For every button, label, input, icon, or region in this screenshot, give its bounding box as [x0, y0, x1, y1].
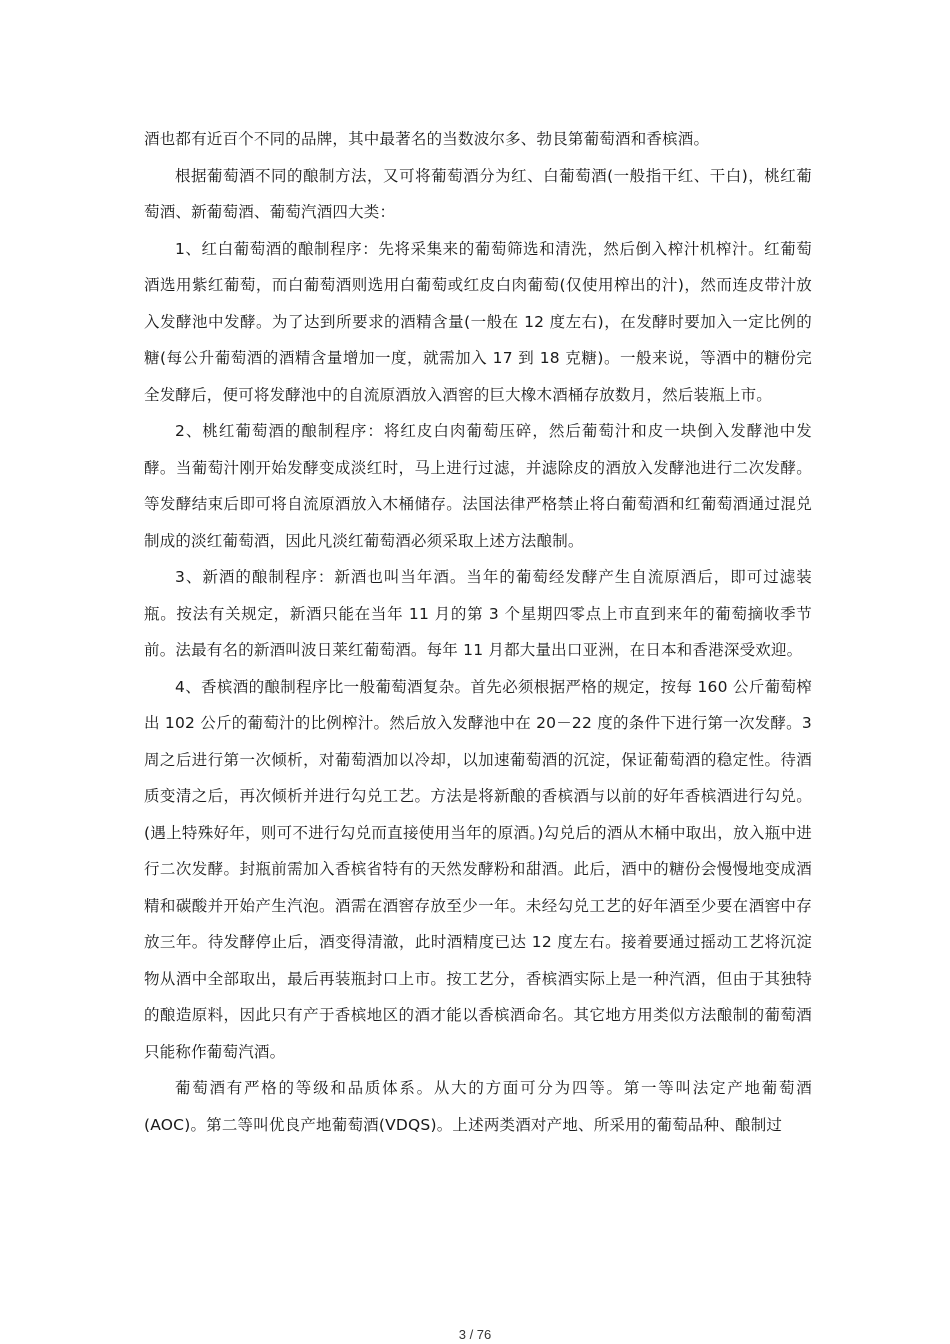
paragraph-red-white-wine: 1、红白葡萄酒的酿制程序：先将采集来的葡萄筛选和清洗，然后倒入榨汁机榨汁。红葡萄酒选用紫红葡萄，而白葡萄酒则选用白葡萄或红皮白肉葡萄(仅使用榨出的汁)，然而连皮带汁放入发酵池中发酵。为了达到所要求的酒精含量(一般在 12 度左右)，在发酵时要加入一定比例的糖(每公升葡萄酒的酒精含量增加一度，就需加入 17 到 18 克糖)。一般来说，等酒中的糖份完全发酵后，便可将发酵池中的自流原酒放入酒窖的巨大橡木酒桶存放数月，然后装瓶上市。	[144, 239, 812, 404]
paragraph-champagne: 4、香槟酒的酿制程序比一般葡萄酒复杂。首先必须根据严格的规定，按每 160 公斤葡萄榨出 102 公斤的葡萄汁的比例榨汁。然后放入发酵池中在 20－22 度的条件下进行第一次发酵。3 周之后进行第一次倾析，对葡萄酒加以冷却，以加速葡萄酒的沉淀，保证葡萄酒的稳定性。待酒质变清之后，再次倾析并进行勾兑工艺。方法是将新酿的香槟酒与以前的好年香槟酒进行勾兑。(遇上特殊好年，则可不进行勾兑而直接使用当年的原酒。)勾兑后的酒从木桶中取出，放入瓶中进行二次发酵。封瓶前需加入香槟省特有的天然发酵粉和甜酒。此后，酒中的糖份会慢慢地变成酒精和碳酸并开始产生汽泡。酒需在酒窖存放至少一年。未经勾兑工艺的好年酒至少要在酒窖中存放三年。待发酵停止后，酒变得清澈，此时酒精度已达 12 度左右。接着要通过摇动工艺将沉淀物从酒中全部取出，最后再装瓶封口上市。按工艺分，香槟酒实际上是一种汽酒，但由于其独特的酿造原料，因此只有产于香槟地区的酒才能以香槟酒命名。其它地方用类似方法酿制的葡萄酒只能称作葡萄汽酒。	[144, 677, 812, 1061]
paragraph-new-wine: 3、新酒的酿制程序：新酒也叫当年酒。当年的葡萄经发酵产生自流原酒后，即可过滤装瓶。按法有关规定，新酒只能在当年 11 月的第 3 个星期四零点上市直到来年的葡萄摘收季节前。法最有名的新酒叫波日莱红葡萄酒。每年 11 月都大量出口亚洲，在日本和香港深受欢迎。	[144, 568, 812, 659]
page-number: 3 / 76	[458, 1327, 492, 1342]
paragraph-wine-grades: 葡萄酒有严格的等级和品质体系。从大的方面可分为四等。第一等叫法定产地葡萄酒(AOC)。第二等叫优良产地葡萄酒(VDQS)。上述两类酒对产地、所采用的葡萄品种、酿制过	[144, 1079, 812, 1134]
paragraph-continuation: 酒也都有近百个不同的品牌，其中最著名的当数波尔多、勃艮第葡萄酒和香槟酒。	[144, 130, 710, 148]
paragraph-rose-wine: 2、桃红葡萄酒的酿制程序：将红皮白肉葡萄压碎，然后葡萄汁和皮一块倒入发酵池中发酵。当葡萄汁刚开始发酵变成淡红时，马上进行过滤，并滤除皮的酒放入发酵池进行二次发酵。等发酵结束后即可将自流原酒放入木桶储存。法国法律严格禁止将白葡萄酒和红葡萄酒通过混兑制成的淡红葡萄酒，因此凡淡红葡萄酒必须采取上述方法酿制。	[144, 422, 812, 550]
document-page	[144, 121, 812, 1143]
paragraph-wine-categories: 根据葡萄酒不同的酿制方法，又可将葡萄酒分为红、白葡萄酒(一般指干红、干白)，桃红葡萄酒、新葡萄酒、葡萄汽酒四大类：	[144, 166, 812, 221]
